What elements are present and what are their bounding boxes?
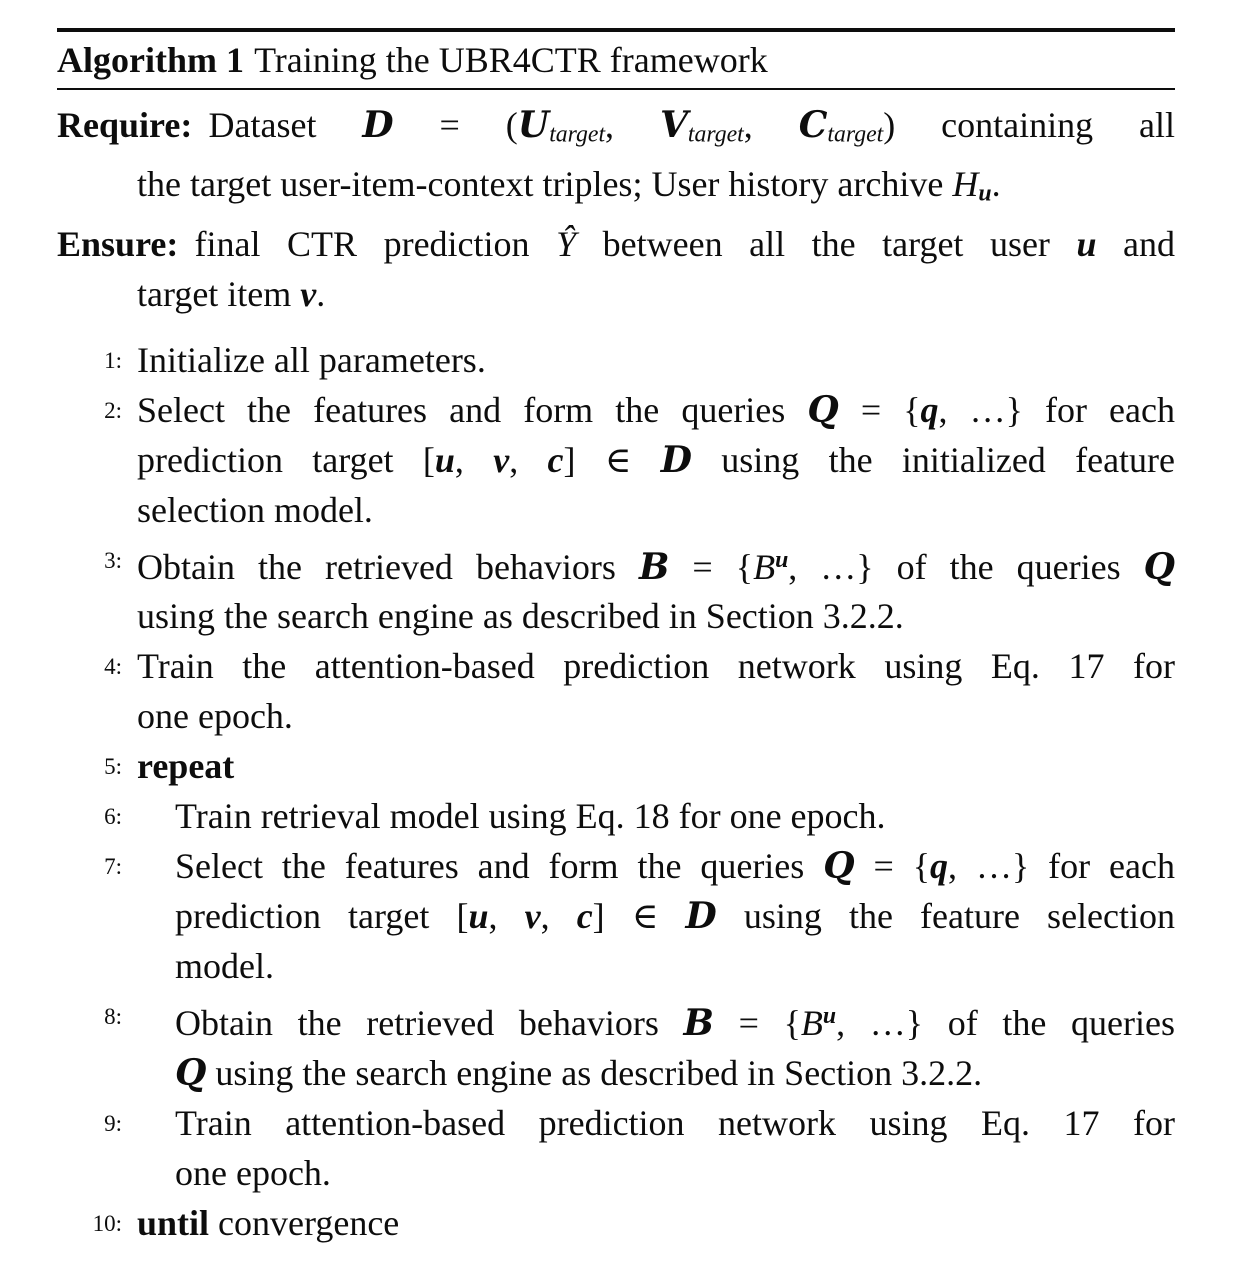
text-segment: , — [605, 105, 660, 145]
text-segment: u — [434, 439, 455, 480]
text-segment: Dataset — [208, 105, 363, 145]
text-segment: u — [775, 546, 789, 573]
text-segment: selection model. — [137, 489, 373, 530]
text-line — [137, 691, 1175, 741]
step-lines — [57, 535, 1175, 642]
text-line — [175, 1098, 1175, 1148]
step-lines — [57, 1198, 1175, 1248]
text-line — [137, 335, 1175, 385]
text-segment: Obtain the retrieved behaviors — [137, 546, 639, 587]
text-segment: Initialize all parameters. — [137, 339, 486, 380]
algorithm-title: Training the UBR4CTR framework — [254, 40, 768, 80]
step-number: 2: — [104, 397, 122, 423]
text-segment: Select the features and form the queries — [137, 389, 808, 430]
text-segment: , …} of the queries — [836, 1003, 1175, 1044]
text-line — [137, 385, 1175, 435]
text-line — [137, 1198, 1175, 1248]
step-lines — [57, 641, 1175, 741]
text-line — [57, 219, 1175, 269]
text-line — [57, 159, 1175, 218]
text-segment: c — [547, 439, 564, 480]
step-number: 5: — [104, 754, 122, 780]
text-segment: and — [1096, 223, 1175, 264]
text-segment: prediction target [ — [175, 896, 469, 937]
text-line — [175, 791, 1175, 841]
text-segment: final CTR prediction — [194, 223, 557, 264]
text-segment: Ŷ — [556, 223, 577, 264]
text-segment: repeat — [137, 746, 235, 787]
step-lines — [57, 335, 1175, 385]
text-segment: , …} for each — [938, 389, 1175, 430]
text-segment: u — [1076, 223, 1097, 264]
text-segment: = ( — [393, 105, 518, 145]
text-segment: B — [753, 546, 776, 587]
step-lines — [57, 841, 1175, 991]
text-segment: , — [743, 105, 799, 145]
text-line — [57, 269, 1175, 319]
algorithm-step-3 — [57, 535, 1175, 642]
algorithm-label: Algorithm 1 — [57, 40, 244, 80]
text-segment: until — [137, 1203, 210, 1244]
step-number: 6: — [104, 804, 122, 830]
step-number: 3: — [104, 547, 122, 573]
algorithm-step-2 — [57, 385, 1175, 535]
text-segment: = { — [838, 389, 921, 430]
text-line — [175, 891, 1175, 941]
text-line — [175, 1048, 1175, 1098]
text-segment: one epoch. — [137, 696, 293, 737]
algorithm-step-10 — [57, 1198, 1175, 1248]
text-segment: ] ∈ — [563, 439, 661, 480]
text-line — [137, 591, 1175, 641]
math-symbol: Q — [807, 388, 839, 431]
text-segment: , …} of the queries — [788, 546, 1144, 587]
require-block — [57, 100, 1175, 219]
text-segment: u — [978, 180, 992, 207]
text-segment: using the initialized feature — [691, 439, 1176, 480]
math-symbol: D — [685, 895, 717, 938]
text-line — [175, 941, 1175, 991]
step-number: 1: — [104, 347, 122, 373]
text-line — [137, 535, 1175, 592]
text-line — [175, 841, 1175, 891]
step-lines — [57, 741, 1175, 791]
text-segment: B — [800, 1003, 823, 1044]
text-segment: between all the target user — [576, 223, 1077, 264]
algorithm-step-4 — [57, 641, 1175, 741]
text-segment: q — [930, 846, 949, 887]
text-line — [57, 100, 1175, 159]
text-segment: model. — [175, 946, 274, 987]
text-segment: using the feature selection — [716, 896, 1176, 937]
text-line — [137, 741, 1175, 791]
algorithm-step-7 — [57, 841, 1175, 991]
text-segment: , — [509, 439, 548, 480]
text-segment: , — [540, 896, 577, 937]
math-symbol: U — [517, 104, 550, 146]
text-line — [137, 435, 1175, 485]
algorithm-step-5 — [57, 741, 1175, 791]
text-segment: Obtain the retrieved behaviors — [175, 1003, 684, 1044]
step-number: 4: — [104, 654, 122, 680]
ensure-label: Ensure: — [57, 223, 179, 264]
step-lines — [57, 385, 1175, 535]
text-segment: , — [488, 896, 525, 937]
algorithm-step-8 — [57, 991, 1175, 1098]
text-segment: , — [454, 439, 494, 480]
math-symbol: D — [660, 438, 692, 481]
algorithm-body — [57, 90, 1175, 1248]
step-number: 9: — [104, 1111, 122, 1137]
text-segment: c — [576, 896, 593, 937]
text-segment: ) containing all — [883, 105, 1176, 145]
step-number: 7: — [104, 854, 122, 880]
text-segment: = { — [713, 1003, 801, 1044]
math-symbol: Q — [175, 1052, 207, 1095]
text-segment: = { — [669, 546, 754, 587]
ensure-block — [57, 219, 1175, 319]
text-segment: the target user-item-context triples; User history archive — [137, 164, 953, 205]
algorithm-step-6 — [57, 791, 1175, 841]
step-lines — [57, 1098, 1175, 1198]
math-symbol: D — [362, 104, 394, 146]
step-lines — [57, 791, 1175, 841]
math-symbol: V — [659, 104, 688, 146]
text-segment: target — [549, 121, 606, 148]
text-segment: Select the features and form the queries — [175, 846, 824, 887]
step-lines — [57, 991, 1175, 1098]
algorithm-steps — [57, 335, 1175, 1249]
text-segment: q — [920, 389, 939, 430]
text-segment: u — [822, 1003, 837, 1030]
text-segment: . — [991, 164, 1001, 205]
text-line — [137, 641, 1175, 691]
step-number: 10: — [92, 1211, 122, 1237]
step-number: 8: — [104, 1004, 122, 1030]
text-segment: = { — [854, 846, 931, 887]
text-line — [175, 1148, 1175, 1198]
text-segment: convergence — [209, 1203, 400, 1244]
text-segment: . — [316, 273, 326, 314]
text-line — [175, 991, 1175, 1048]
text-segment: Train the attention-based prediction network using Eq. 17 for — [137, 646, 1175, 687]
math-symbol: Q — [1143, 545, 1175, 588]
text-segment: Train attention-based prediction network using Eq. 17 for — [175, 1103, 1175, 1144]
text-segment: v — [300, 273, 317, 314]
text-segment: using the search engine as described in Section 3.2.2. — [137, 596, 904, 637]
bottom-gap — [57, 1248, 1175, 1264]
text-segment: target item — [137, 273, 301, 314]
text-segment: Train retrieval model using Eq. 18 for one epoch. — [175, 796, 886, 837]
text-segment: v — [524, 896, 541, 937]
text-segment: , …} for each — [948, 846, 1175, 887]
text-segment: prediction target [ — [137, 439, 435, 480]
algorithm-step-9 — [57, 1098, 1175, 1198]
text-line — [137, 485, 1175, 535]
algorithm-step-1 — [57, 335, 1175, 385]
text-segment: target — [827, 121, 884, 148]
text-segment: using the search engine as described in Section 3.2.2. — [206, 1053, 983, 1094]
text-segment: ] ∈ — [592, 896, 686, 937]
text-segment: v — [493, 439, 510, 480]
math-symbol: B — [638, 545, 670, 588]
math-symbol: Q — [823, 845, 855, 888]
text-segment: u — [468, 896, 489, 937]
require-label: Require: — [57, 105, 193, 145]
math-symbol: C — [798, 104, 828, 146]
text-segment: one epoch. — [175, 1153, 331, 1194]
text-segment: target — [687, 121, 744, 148]
algorithm-caption — [57, 32, 1175, 88]
text-segment: H — [952, 164, 979, 205]
math-symbol: B — [683, 1002, 714, 1045]
